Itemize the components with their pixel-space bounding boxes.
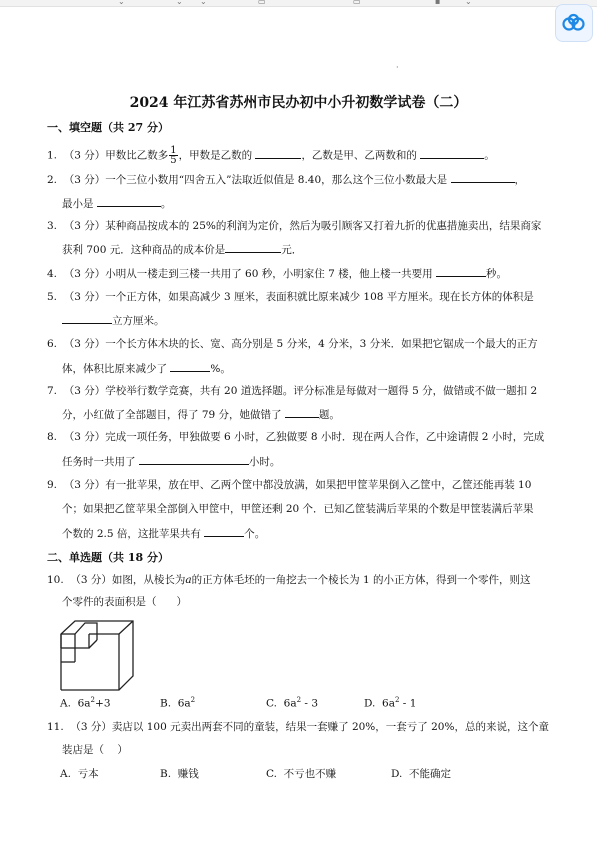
option-d[interactable]: D. 不能确定 bbox=[391, 768, 452, 780]
question-2 bbox=[47, 172, 525, 187]
answer-blank[interactable] bbox=[285, 407, 319, 418]
answer-blank[interactable] bbox=[436, 266, 486, 277]
option-c-text: - 3 bbox=[301, 697, 318, 710]
q1-text: 。 bbox=[484, 149, 495, 162]
q8-text: 任务时一共用了 bbox=[62, 456, 136, 468]
question-8 bbox=[47, 430, 544, 444]
q9-text: 9. （3 分）有一批苹果，放在甲、乙两个筐中都没放满，如果把甲筐苹果倒入乙筐中，乙筐还能再装 10 bbox=[47, 479, 532, 491]
exponent: 2 bbox=[90, 696, 96, 704]
question-7 bbox=[47, 384, 537, 398]
question-1 bbox=[47, 146, 495, 165]
question-3 bbox=[47, 219, 541, 233]
q3-text: 元． bbox=[281, 244, 303, 256]
exponent: 2 bbox=[190, 696, 196, 704]
q6-text: 6. （3 分）一个长方体木块的长、宽、高分别是 5 分米，4 分米，3 分米．如果把它锯成一个最大的正方 bbox=[47, 338, 538, 350]
toolbar-icon[interactable]: ▭ bbox=[353, 0, 361, 6]
option-b[interactable] bbox=[160, 696, 195, 710]
question-5 bbox=[47, 290, 534, 304]
q6-text: %。 bbox=[210, 363, 231, 375]
q2-text: 。 bbox=[160, 198, 172, 210]
option-b[interactable]: B. 赚钱 bbox=[160, 768, 199, 780]
q6-text: 体，体积比原来减少了 bbox=[62, 363, 167, 375]
q5-text: 5. （3 分）一个正方体，如果高减少 3 厘米，表面积就比原来减少 108 平方厘米。现在长方体的体积是 bbox=[47, 291, 534, 303]
q3-text: 获利 700 元．这种商品的成本价是 bbox=[62, 244, 226, 256]
option-d[interactable] bbox=[364, 696, 416, 710]
question-6 bbox=[47, 337, 538, 351]
q3-text: 3. （3 分）某种商品按成本的 25%的利润为定价，然后为吸引顾客又打着九折的优惠措施卖出，结果商家 bbox=[47, 220, 542, 232]
toolbar-icon[interactable]: ⌄ bbox=[176, 0, 183, 6]
question-9 bbox=[47, 478, 531, 492]
option-c-text: C. 6a bbox=[266, 697, 297, 710]
answer-blank[interactable] bbox=[139, 454, 249, 465]
answer-blank[interactable] bbox=[97, 196, 161, 207]
q1-text: ，甲数是乙数的 bbox=[178, 149, 253, 162]
cube-figure bbox=[55, 618, 137, 696]
question-3-cont bbox=[62, 242, 302, 257]
page-title: 2024 年江苏省苏州市民办初中小升初数学试卷（二） bbox=[129, 95, 468, 111]
exponent: 2 bbox=[296, 696, 302, 704]
toolbar-icon[interactable]: ⌄ bbox=[118, 0, 125, 6]
option-c[interactable] bbox=[266, 696, 318, 710]
fraction-denominator: 5 bbox=[170, 155, 177, 166]
q10-text: 的正方体毛坯的一角挖去一个棱长为 1 的小正方体，得到一个零件，则这 bbox=[191, 574, 531, 586]
answer-blank[interactable] bbox=[204, 526, 244, 537]
option-b-text: B. 6a bbox=[160, 697, 191, 710]
question-9-cont bbox=[62, 502, 534, 516]
q4-text: 秒。 bbox=[485, 268, 507, 280]
q11-text: 装店是（ ） bbox=[62, 744, 128, 756]
section-heading-fill: 一、填空题（共 27 分） bbox=[47, 121, 169, 134]
variable-a: a bbox=[185, 574, 192, 586]
q8-text: 8. （3 分）完成一项任务，甲独做要 6 小时，乙独做要 8 小时．现在两人合作，乙中途请假 2 小时，完成 bbox=[47, 431, 545, 443]
stray-dot: · bbox=[396, 63, 399, 72]
q2-text: 最小是 bbox=[62, 198, 94, 210]
q10-text: 个零件的表面积是（ ） bbox=[62, 596, 188, 608]
answer-blank[interactable] bbox=[170, 361, 210, 372]
toolbar-icon[interactable]: ⌄ bbox=[200, 0, 207, 6]
option-a-text: +3 bbox=[95, 697, 111, 710]
q4-text: 4. （3 分）小明从一楼走到三楼一共用了 60 秒，小明家住 7 楼，他上楼一共要用 bbox=[47, 268, 433, 280]
q9-text: 个数的 2.5 倍，这批苹果共有 bbox=[62, 528, 201, 540]
question-10 bbox=[47, 573, 531, 587]
answer-blank[interactable] bbox=[420, 148, 484, 159]
question-2-cont bbox=[62, 196, 171, 211]
q1-text: ，乙数是甲、乙两数和的 bbox=[301, 149, 417, 162]
q8-text: 小时。 bbox=[248, 456, 281, 468]
question-11 bbox=[47, 720, 549, 734]
question-11-cont bbox=[62, 743, 128, 757]
exponent: 2 bbox=[395, 696, 400, 704]
q2-text: 2. （3 分）一个三位小数用“四舍五入”法取近似值是 8.40，那么这个三位小数最大是 bbox=[47, 174, 448, 186]
q7-text: 7. （3 分）学校举行数学竞赛，共有 20 道选择题。评分标准是每做对一题得 5 分，做错或不做一题扣 2 bbox=[47, 385, 538, 397]
question-6-cont bbox=[62, 361, 231, 376]
q9-text: 个；如果把乙筐苹果全部倒入甲筐中，甲筐还剩 20 个．已知乙筐装满后苹果的个数是甲筐装满后苹果 bbox=[62, 503, 534, 515]
fraction-numerator: 1 bbox=[170, 145, 177, 156]
question-5-cont bbox=[62, 313, 165, 328]
answer-blank[interactable] bbox=[255, 148, 301, 159]
q9-text: 个。 bbox=[244, 528, 266, 540]
answer-blank[interactable] bbox=[225, 242, 281, 253]
question-4 bbox=[47, 266, 507, 281]
toolbar-icon[interactable]: ⌄ bbox=[465, 0, 472, 6]
question-9-cont2 bbox=[62, 526, 265, 541]
option-c[interactable]: C. 不亏也不赚 bbox=[266, 768, 337, 780]
q7-text: 题。 bbox=[318, 409, 340, 421]
q10-text: 10. （3 分）如图，从棱长为 bbox=[47, 574, 186, 586]
answer-blank[interactable] bbox=[451, 172, 515, 183]
document-page bbox=[0, 6, 597, 851]
question-7-cont bbox=[62, 407, 340, 422]
fraction bbox=[169, 146, 177, 165]
q1-text: 1. （3 分）甲数比乙数多 bbox=[47, 149, 169, 162]
option-a[interactable]: A. 亏本 bbox=[60, 768, 99, 780]
toolbar-icon[interactable]: ▪ bbox=[435, 0, 441, 6]
option-d-text: - 1 bbox=[399, 697, 417, 710]
answer-blank[interactable] bbox=[62, 313, 112, 324]
toolbar-icon[interactable]: ▭ bbox=[258, 0, 266, 6]
option-d-text: D. 6a bbox=[364, 697, 395, 710]
q5-text: 立方厘米。 bbox=[112, 315, 165, 327]
option-a-text: A. 6a bbox=[60, 697, 91, 710]
question-10-cont bbox=[62, 595, 187, 609]
section-heading-choice: 二、单选题（共 18 分） bbox=[47, 551, 169, 564]
option-a[interactable] bbox=[60, 696, 111, 710]
question-8-cont bbox=[62, 454, 280, 469]
q2-text: ， bbox=[514, 174, 526, 186]
q11-text: 11. （3 分）卖店以 100 元卖出两套不同的童装，结果一套赚了 20%，一套亏了 20%，总的来说，这个童 bbox=[47, 721, 549, 733]
q7-text: 分，小红做了全部题目，得了 79 分，她做错了 bbox=[62, 409, 282, 421]
